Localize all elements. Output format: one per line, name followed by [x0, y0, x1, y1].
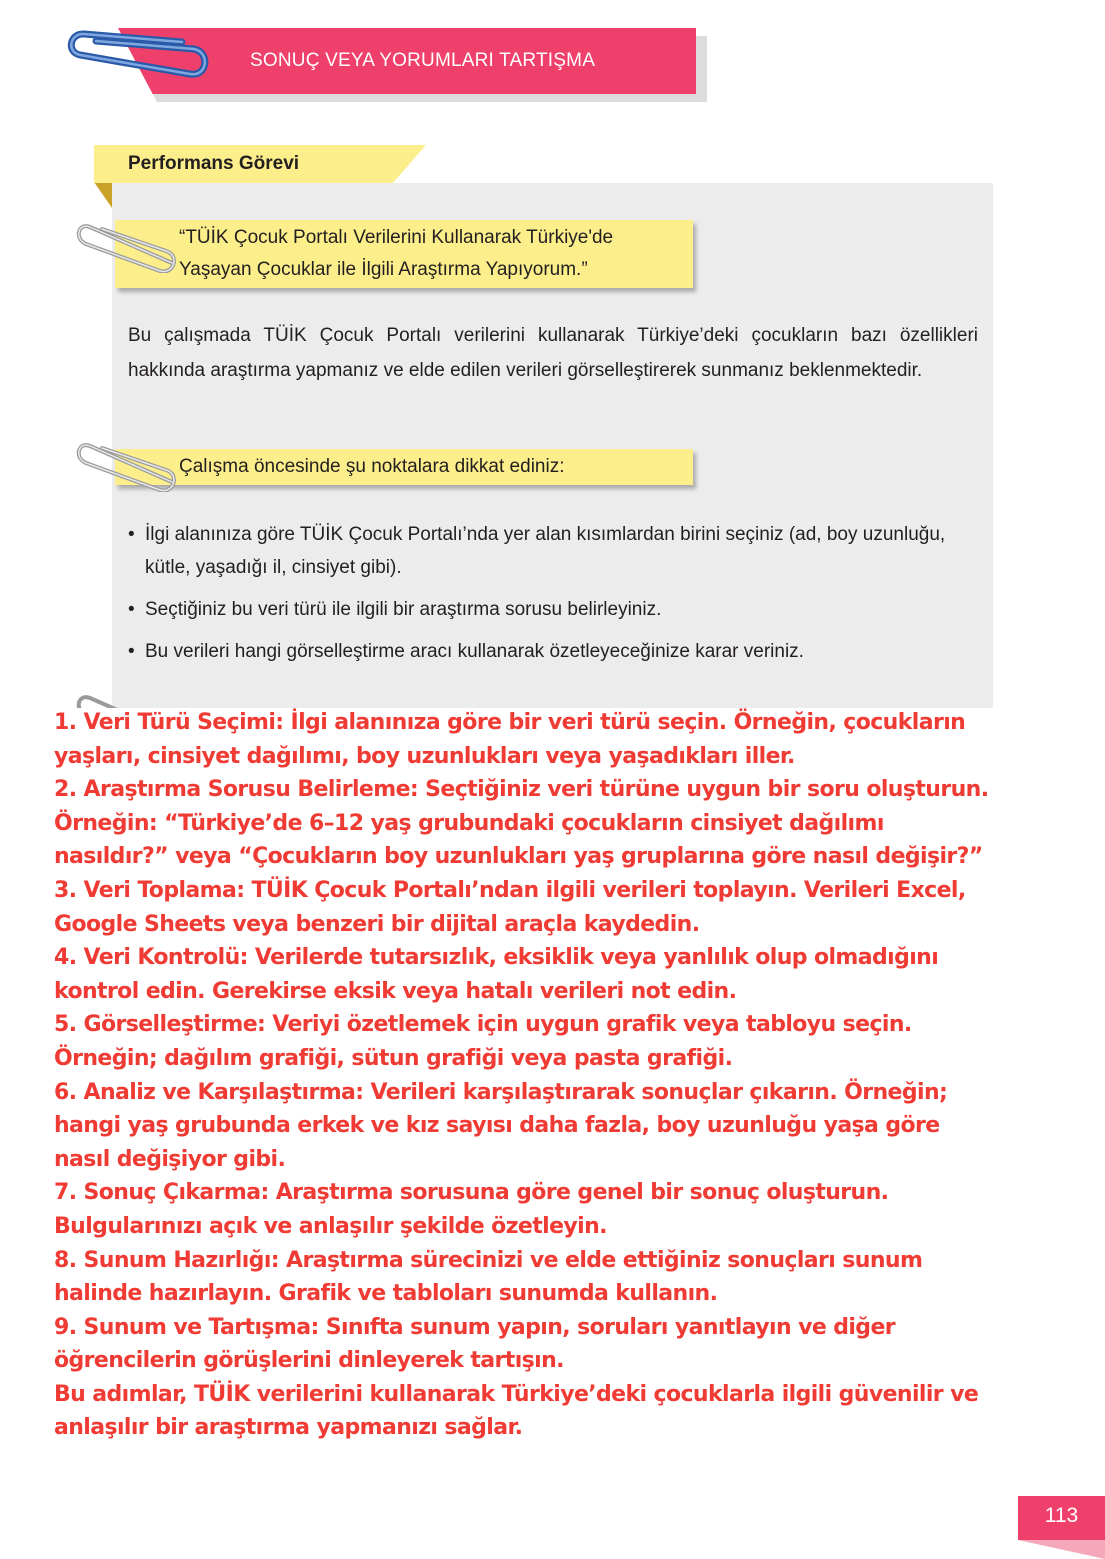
task-tag-label: Performans Görevi — [128, 153, 300, 174]
quote-line: “TÜİK Çocuk Portalı Verilerini Kullanarak Türkiye'de — [179, 227, 614, 248]
answer-line: 8. Sunum Hazırlığı: Araştırma sürecinizi ve elde ettiğiniz sonuçları sunum — [54, 1247, 923, 1273]
answer-line: 6. Analiz ve Karşılaştırma: Verileri karşılaştırarak sonuçlar çıkarın. Örneğin; — [54, 1079, 948, 1105]
answer-line: halinde hazırlayın. Grafik ve tabloları sunumda kullanın. — [54, 1281, 718, 1307]
page-number: 113 — [1018, 1496, 1105, 1540]
answer-line: Google Sheets veya benzeri bir dijital araçla kaydedin. — [54, 911, 700, 937]
answer-line: yaşları, cinsiyet dağılımı, boy uzunlukları veya yaşadıkları iller. — [54, 743, 795, 769]
answer-line: 3. Veri Toplama: TÜİK Çocuk Portalı’ndan ilgili verileri toplayın. Verileri Excel, — [54, 877, 966, 903]
quote-note — [115, 220, 693, 288]
answer-line: Örneğin: “Türkiye’de 6–12 yaş grubundaki çocukların cinsiyet dağılımı — [54, 810, 884, 836]
answer-line: hangi yaş grubunda erkek ve kız sayısı daha fazla, boy uzunluğu yaşa göre — [54, 1113, 940, 1139]
instruction-heading: Çalışma öncesinde şu noktalara dikkat ediniz: — [179, 456, 565, 477]
instruction-note — [115, 449, 693, 485]
list-item: • Seçtiğiniz bu veri türü ile ilgili bir araştırma sorusu belirleyiniz. — [128, 593, 978, 626]
answer-line: 4. Veri Kontrolü: Verilerde tutarsızlık, eksiklik veya yanlılık olup olmadığını — [54, 945, 939, 971]
quote-text — [179, 222, 613, 286]
answer-text — [54, 706, 1054, 1445]
list-item: • Bu verileri hangi görselleştirme aracı kullanarak özetleyeceğinize karar veriniz. — [128, 635, 978, 668]
answer-line: 9. Sunum ve Tartışma: Sınıfta sunum yapın, soruları yanıtlayın ve diğer — [54, 1314, 896, 1340]
paperclip-icon — [74, 684, 184, 708]
answer-line: Örneğin; dağılım grafiği, sütun grafiği veya pasta grafiği. — [54, 1045, 733, 1071]
section-title: SONUÇ VEYA YORUMLARI TARTIŞMA — [250, 50, 596, 71]
answer-line: kontrol edin. Gerekirse eksik veya hatalı verileri not edin. — [54, 978, 737, 1004]
tag-fold — [94, 182, 112, 208]
paperclip-icon — [62, 28, 212, 90]
paperclip-icon — [74, 432, 184, 492]
paperclip-icon — [74, 213, 184, 273]
answer-line: nasıldır?” veya “Çocukların boy uzunlukları yaş gruplarına göre nasıl değişir?” — [54, 844, 983, 870]
answer-line: 7. Sonuç Çıkarma: Araştırma sorusuna göre genel bir sonuç oluşturun. — [54, 1180, 889, 1206]
answer-line: Bulgularınızı açık ve anlaşılır şekilde özetleyin. — [54, 1213, 607, 1239]
bullet-list — [128, 518, 978, 677]
answer-line: öğrencilerin görüşlerini dinleyerek tartışın. — [54, 1348, 564, 1374]
answer-line: 2. Araştırma Sorusu Belirleme: Seçtiğiniz veri türüne uygun bir soru oluşturun. — [54, 777, 989, 803]
list-item: • İlgi alanınıza göre TÜİK Çocuk Portalı’nda yer alan kısımlardan birini seçiniz (ad, boy uzunluğu, kütle, yaşadığı il, cinsiyet gibi). — [128, 518, 978, 584]
page-corner — [1018, 1540, 1105, 1559]
answer-line: 1. Veri Türü Seçimi: İlgi alanınıza göre bir veri türü seçin. Örneğin, çocukların — [54, 710, 966, 735]
answer-line: anlaşılır bir araştırma yapmanızı sağlar. — [54, 1415, 523, 1441]
answer-line: Bu adımlar, TÜİK verilerini kullanarak Türkiye’deki çocuklarla ilgili güvenilir ve — [54, 1381, 979, 1407]
answer-line: nasıl değişiyor gibi. — [54, 1146, 286, 1172]
quote-line: Yaşayan Çocuklar ile İlgili Araştırma Yapıyorum.” — [179, 259, 588, 280]
task-intro: Bu çalışmada TÜİK Çocuk Portalı verilerini kullanarak Türkiye’deki çocukların bazı özellikleri hakkında araştırma yapmanız ve elde edilen verileri görselleştirerek sunmanız beklenmektedir. — [128, 325, 978, 381]
answer-line: 5. Görselleştirme: Veriyi özetlemek için uygun grafik veya tabloyu seçin. — [54, 1012, 912, 1038]
